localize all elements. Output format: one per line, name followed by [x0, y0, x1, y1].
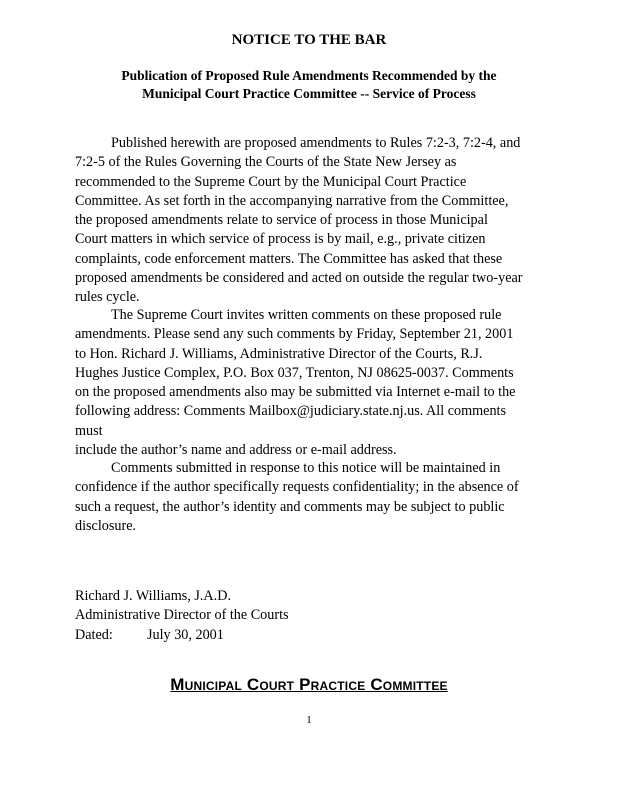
subtitle-line: Publication of Proposed Rule Amendments Recommended by the — [121, 68, 497, 83]
page-title: NOTICE TO THE BAR — [231, 32, 387, 48]
dated-line — [75, 626, 289, 645]
committee-heading: Municipal Court Practice Committee — [170, 675, 448, 694]
paragraph-line: on the proposed amendments also may be submitted via Internet e-mail to the — [75, 384, 516, 401]
paragraph-line: disclosure. — [75, 517, 137, 534]
paragraph-line: must — [75, 422, 103, 439]
dated-label: Dated: — [75, 626, 113, 643]
paragraph-line: amendments. Please send any such comments by Friday, September 21, 2001 — [75, 326, 514, 343]
signatory-name: Richard J. Williams, J.A.D. — [75, 588, 232, 604]
paragraph-line: include the author’s name and address or e-mail address. — [75, 442, 397, 459]
paragraph-line: the proposed amendments relate to service of process in those Municipal — [75, 212, 488, 229]
subtitle — [0, 67, 618, 103]
paragraph-line: recommended to the Supreme Court by the Municipal Court Practice — [75, 173, 467, 190]
paragraph-comments-invitation — [75, 306, 555, 460]
paragraph-line: rules cycle. — [75, 289, 140, 306]
paragraph-line: Comments submitted in response to this notice will be maintained in — [111, 460, 501, 476]
signature-block — [75, 587, 289, 645]
paragraph-line: such a request, the author’s identity and comments may be subject to public — [75, 498, 505, 515]
paragraph-publication — [75, 134, 555, 308]
paragraph-line: Committee. As set forth in the accompanying narrative from the Committee, — [75, 192, 509, 209]
paragraph-line: Hughes Justice Complex, P.O. Box 037, Trenton, NJ 08625-0037. Comments — [75, 364, 514, 381]
paragraph-line: confidence if the author specifically requests confidentiality; in the absence of — [75, 479, 519, 496]
paragraph-line: 7:2-5 of the Rules Governing the Courts of the State New Jersey as — [75, 154, 457, 171]
paragraph-line: The Supreme Court invites written comments on these proposed rule — [111, 307, 502, 323]
subtitle-line: Municipal Court Practice Committee -- Service of Process — [142, 86, 476, 101]
paragraph-confidentiality — [75, 459, 555, 536]
paragraph-line: Published herewith are proposed amendments to Rules 7:2-3, 7:2-4, and — [111, 135, 521, 151]
paragraph-line: to Hon. Richard J. Williams, Administrative Director of the Courts, R.J. — [75, 345, 483, 362]
paragraph-line: proposed amendments be considered and acted on outside the regular two-year — [75, 270, 523, 287]
dated-value: July 30, 2001 — [147, 626, 224, 643]
paragraph-line: complaints, code enforcement matters. The Committee has asked that these — [75, 250, 503, 267]
paragraph-line: Court matters in which service of process is by mail, e.g., private citizen — [75, 231, 486, 248]
signatory-position: Administrative Director of the Courts — [75, 607, 289, 624]
page-number: 1 — [306, 714, 312, 726]
paragraph-line: following address: Comments Mailbox@judiciary.state.nj.us. All comments — [75, 403, 507, 420]
